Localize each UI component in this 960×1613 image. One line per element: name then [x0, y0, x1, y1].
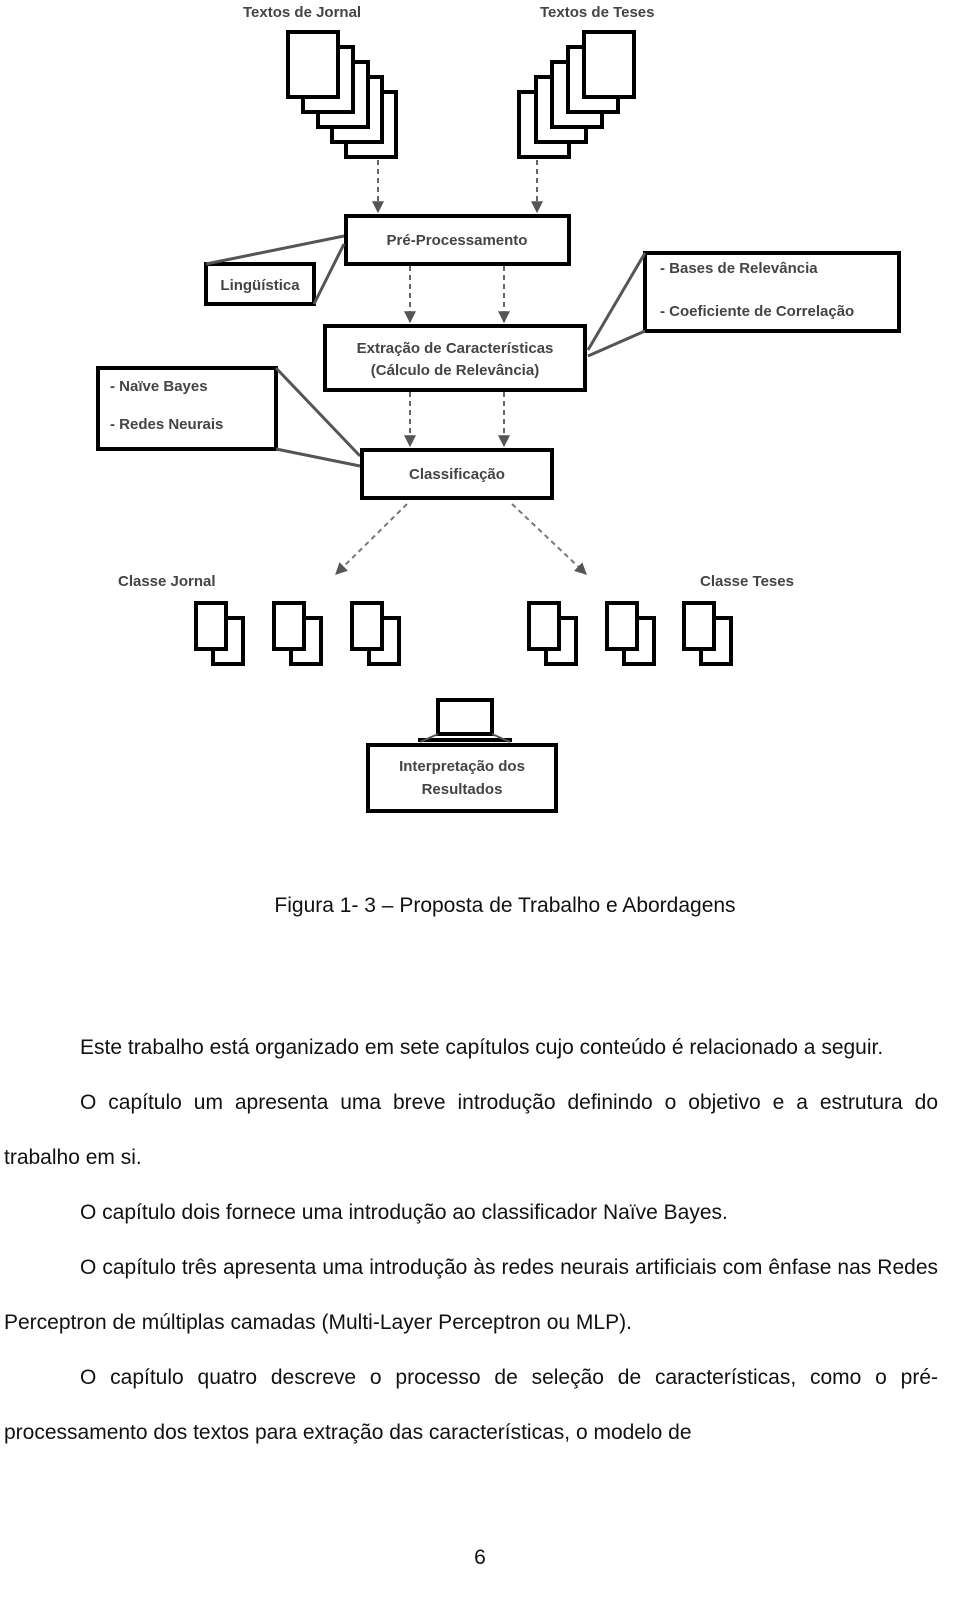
- figure-caption: Figura 1- 3 – Proposta de Trabalho e Abordagens: [274, 894, 736, 917]
- interpretation-label-line1: Interpretação dos: [399, 758, 525, 775]
- paragraph-0: Este trabalho está organizado em sete capítulos cujo conteúdo é relacionado a seguir.: [80, 1036, 884, 1059]
- classifier-item-1: - Redes Neurais: [110, 416, 224, 433]
- linguistics-box: [206, 264, 314, 304]
- interpretation-label-line2: Resultados: [421, 781, 503, 798]
- source-label-jornal: Textos de Jornal: [243, 4, 362, 21]
- teses-class-documents-icon: [529, 603, 731, 664]
- preprocessing-box: [346, 216, 569, 264]
- relevance-item-0: - Bases de Relevância: [660, 260, 818, 277]
- extraction-label-line1: Extração de Características: [356, 340, 554, 357]
- classification-label: Classificação: [409, 466, 505, 483]
- relevance-methods-box: [645, 253, 899, 331]
- body-text: [4, 1020, 938, 1460]
- jornal-class-documents-icon: [196, 603, 399, 664]
- classification-box: [362, 450, 552, 498]
- relevance-item-1: - Coeficiente de Correlação: [660, 303, 855, 320]
- interpretation-box: [368, 745, 556, 811]
- class-label-jornal: Classe Jornal: [118, 573, 216, 590]
- classifiers-box: [98, 368, 276, 449]
- paragraph-3: O capítulo três apresenta uma introdução às redes neurais artificiais com ênfase nas Redes Perceptron de múltiplas camadas (Multi-Layer Perceptron ou MLP).: [4, 1256, 938, 1334]
- class-label-teses: Classe Teses: [700, 573, 794, 590]
- page-number: 6: [474, 1546, 486, 1569]
- paragraph-4: O capítulo quatro descreve o processo de seleção de características, como o pré-processamento dos textos para extração das características, o modelo de: [4, 1366, 938, 1444]
- paragraph-1: O capítulo um apresenta uma breve introdução definindo o objetivo e a estrutura do trabalho em si.: [4, 1091, 938, 1169]
- linguistics-label: Lingüística: [220, 277, 300, 294]
- feature-extraction-box: [325, 326, 585, 390]
- jornal-document-stack-icon: [288, 32, 396, 157]
- classifier-item-0: - Naïve Bayes: [110, 378, 208, 395]
- extraction-label-line2: (Cálculo de Relevância): [370, 362, 540, 379]
- preprocessing-label: Pré-Processamento: [386, 232, 528, 249]
- interpretation-bracket: [418, 700, 512, 742]
- teses-document-stack-icon: [519, 32, 634, 157]
- source-label-teses: Textos de Teses: [540, 4, 655, 21]
- paragraph-2: O capítulo dois fornece uma introdução ao classificador Naïve Bayes.: [80, 1201, 728, 1224]
